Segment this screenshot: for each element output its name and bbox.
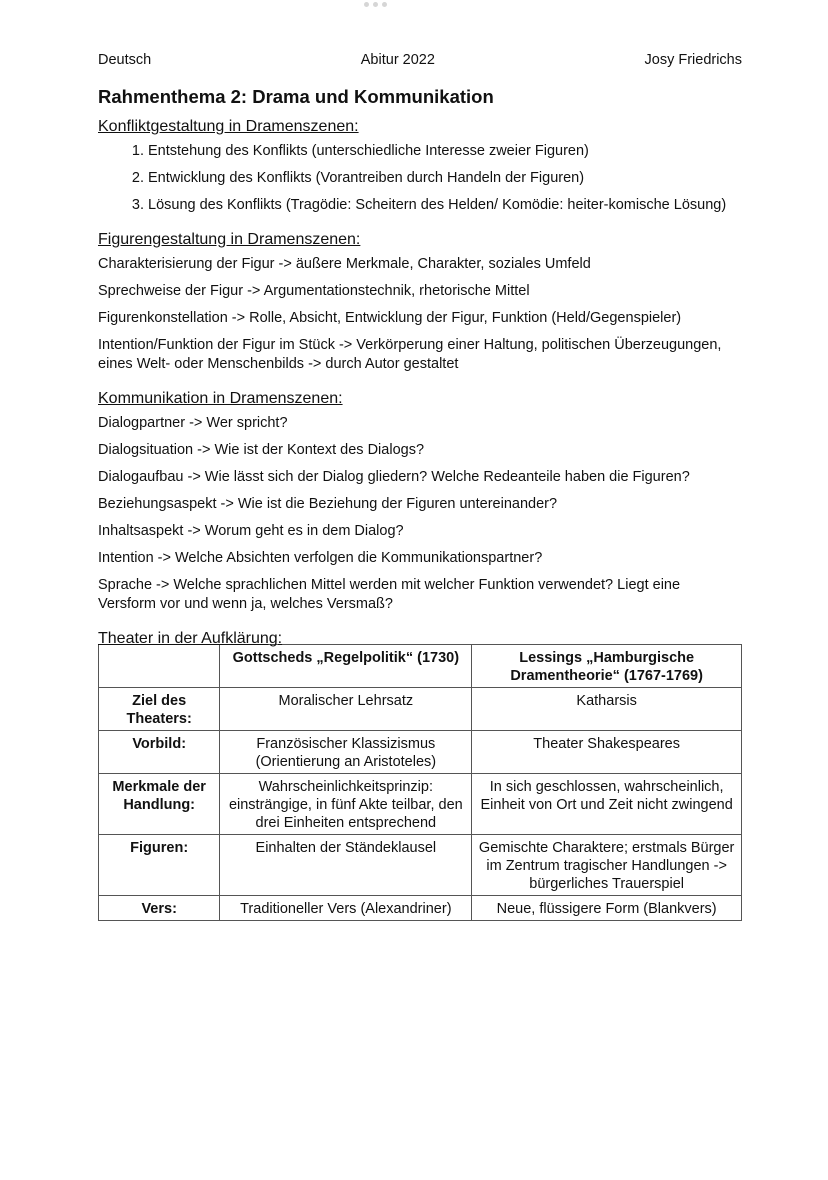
page-header [98,52,742,68]
section-heading-theater: Theater in der Aufklärung: [98,630,283,647]
table-cell: Gemischte Charaktere; erstmals Bürger im Zentrum tragischer Handlungen -> bürgerliches Trauerspiel [472,835,742,896]
table-cell: Theater Shakespeares [472,731,742,774]
table-cell: Traditioneller Vers (Alexandriner) [220,896,472,921]
table-row [99,896,742,921]
table-header-row [99,645,742,688]
table-row [99,835,742,896]
figuren-line: Sprechweise der Figur -> Argumentationstechnik, rhetorische Mittel [98,283,530,299]
list-item: 1. Entstehung des Konflikts (unterschiedliche Interesse zweier Figuren) [148,142,742,161]
table-cell: In sich geschlossen, wahrscheinlich, Einheit von Ort und Zeit nicht zwingend [472,774,742,835]
table-cell: Moralischer Lehrsatz [220,688,472,731]
figuren-line: Intention/Funktion der Figur im Stück -> Verkörperung einer Haltung, politischen Überzeugungen, eines Welt- oder Menschenbilds -> durch Autor gestaltet [98,337,722,372]
table-cell: Französischer Klassizismus (Orientierung an Aristoteles) [220,731,472,774]
table-header-cell [99,645,220,688]
table-cell: Wahrscheinlichkeitsprinzip: einsträngige, in fünf Akte teilbar, den drei Einheiten entsprechend [220,774,472,835]
table-cell: Katharsis [472,688,742,731]
kommunikation-line: Dialogaufbau -> Wie lässt sich der Dialog gliedern? Welche Redeanteile haben die Figuren? [98,469,690,485]
row-label: Merkmale der Handlung: [99,774,220,835]
kommunikation-line: Dialogpartner -> Wer spricht? [98,415,288,431]
kommunikation-line: Beziehungsaspekt -> Wie ist die Beziehung der Figuren untereinander? [98,496,558,512]
list-item: 3. Lösung des Konflikts (Tragödie: Scheitern des Helden/ Komödie: heiter-komische Lösung) [148,196,742,215]
kommunikation-line: Inhaltsaspekt -> Worum geht es in dem Dialog? [98,523,404,539]
header-exam: Abitur 2022 [360,52,435,68]
table-row [99,731,742,774]
row-label: Vers: [99,896,220,921]
row-label: Figuren: [99,835,220,896]
konflikt-list [98,142,742,215]
table-header-cell: Gottscheds „Regelpolitik“ (1730) [220,645,472,688]
drag-handle[interactable] [364,2,387,7]
figuren-line: Figurenkonstellation -> Rolle, Absicht, Entwicklung der Figur, Funktion (Held/Gegenspieler) [98,310,682,326]
row-label: Ziel des Theaters: [99,688,220,731]
header-author: Josy Friedrichs [644,52,742,68]
table-row [99,774,742,835]
kommunikation-line: Intention -> Welche Absichten verfolgen die Kommunikationspartner? [98,550,543,566]
table-cell: Neue, flüssigere Form (Blankvers) [472,896,742,921]
row-label: Vorbild: [99,731,220,774]
figuren-line: Charakterisierung der Figur -> äußere Merkmale, Charakter, soziales Umfeld [98,256,591,272]
header-subject: Deutsch [98,52,152,68]
document-page [98,52,742,921]
list-item: 2. Entwicklung des Konflikts (Vorantreiben durch Handeln der Figuren) [148,169,742,188]
section-heading-konflikt: Konfliktgestaltung in Dramenszenen: [98,118,359,135]
section-heading-figuren: Figurengestaltung in Dramenszenen: [98,231,361,248]
table-row [99,688,742,731]
kommunikation-line: Sprache -> Welche sprachlichen Mittel werden mit welcher Funktion verwendet? Liegt eine Versform vor und wenn ja, welches Versmaß? [98,577,681,612]
document-title: Rahmenthema 2: Drama und Kommunikation [98,86,494,107]
table-header-cell: Lessings „Hamburgische Dramentheorie“ (1767-1769) [472,645,742,688]
kommunikation-line: Dialogsituation -> Wie ist der Kontext des Dialogs? [98,442,425,458]
theater-table [98,644,742,921]
table-cell: Einhalten der Ständeklausel [220,835,472,896]
section-heading-kommunikation: Kommunikation in Dramenszenen: [98,390,343,407]
